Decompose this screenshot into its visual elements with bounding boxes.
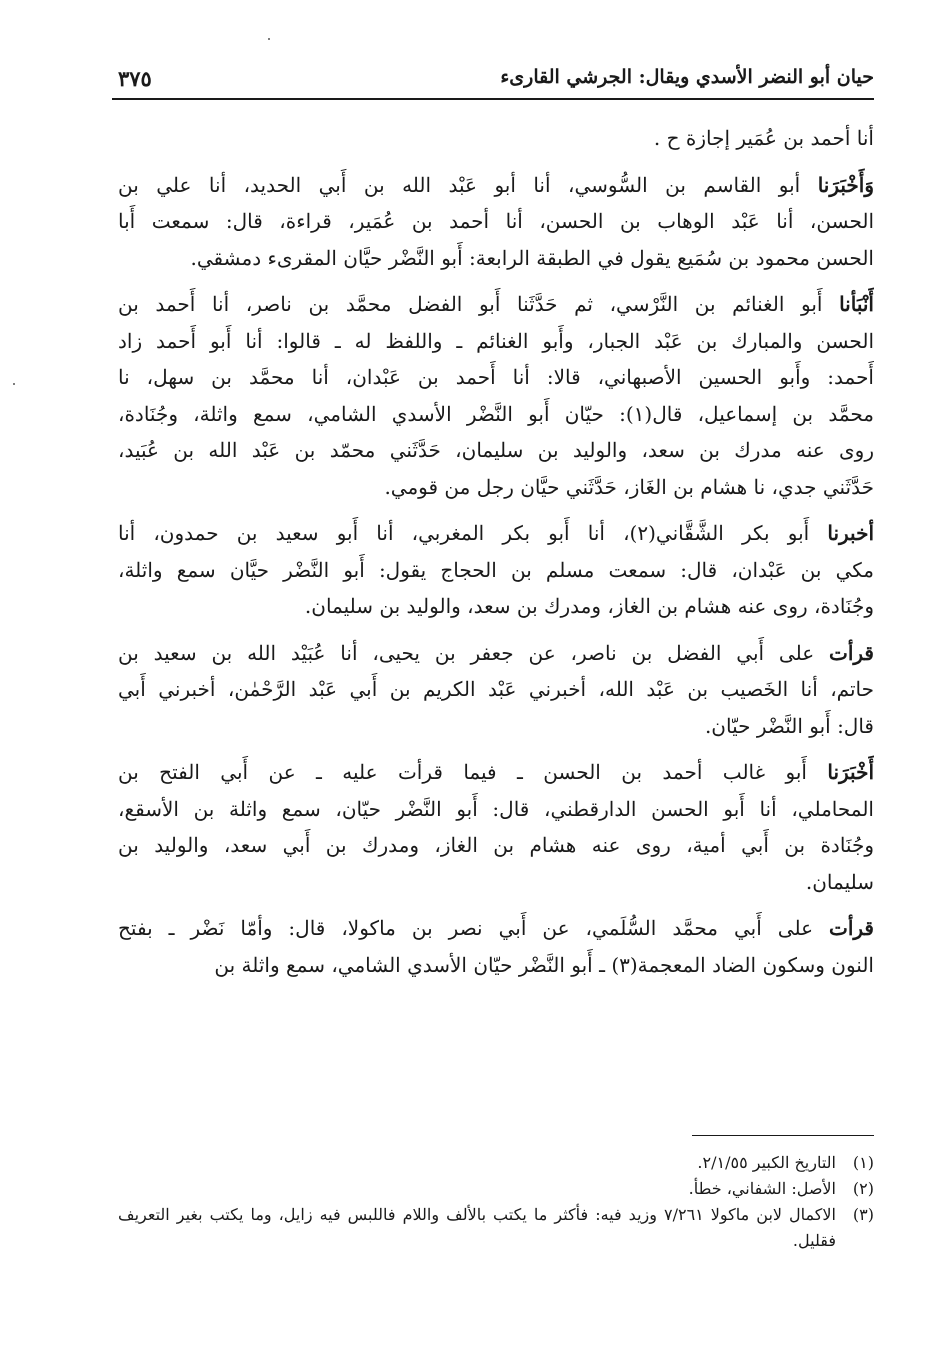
text-line: وجُنَادة، روى عنه هشام بن الغاز، ومدرك بن سعد، والوليد بن سليمان. <box>304 594 874 618</box>
text-line: الحسن محمود بن سُمَيع يقول في الطبقة الرابعة: أَبو النَّضْر حيَّان المقرىء دمشقي. <box>190 245 874 270</box>
paragraph <box>118 754 874 900</box>
footnotes <box>118 1150 874 1254</box>
opening-keyword: أَخْبَرَنا <box>827 760 874 784</box>
paragraph <box>118 515 874 625</box>
paragraph <box>118 635 874 745</box>
opening-keyword: أَنْبَأنا <box>839 292 874 316</box>
text-line: قرأت على أَبي محمَّد السُّلَمي، عن أَبي نصر بن ماكولا، قال: وأمّا نَضْر ـ بفتح <box>118 916 874 940</box>
paragraph <box>118 910 874 983</box>
page-header <box>112 64 874 100</box>
scan-speck <box>268 38 270 40</box>
text-line: أَنْبَأنا أَبو الغنائم بن النَّرْسي، ثم حَدَّثَنا أَبو الفضل محمَّد بن ناصر، أنا أَحمد بن <box>118 292 874 316</box>
footnote-number: (٢) <box>852 1179 874 1198</box>
text-line: روى عنه مدرك بن سعد، والوليد بن سليمان، حَدَّثَني محمّد بن عَبْد الله بن عُبَيد، <box>118 438 874 462</box>
text-line: أَخْبَرَنا أَبو غالب أحمد بن الحسن ـ فيما قرأت عليه ـ عن أَبي الفتح بن <box>118 760 874 784</box>
main-text <box>118 120 874 993</box>
text-line: وجُنَادة بن أَبي أمية، روى عنه هشام بن الغاز، ومدرك بن أَبي سعد، والوليد بن <box>118 833 874 857</box>
footnote-text: الاكمال لابن ماكولا ٧/٢٦١ وزيد فيه: فأكثر ما يكتب بالألف واللام فاللبس فيه زايل، وما يكتب بغير التعريف فقليل. <box>118 1205 836 1250</box>
opening-keyword: وَأَخْبَرَنا <box>817 172 874 197</box>
running-title: حيان أبو النضر الأسدي ويقال: الجرشي القارىء <box>500 66 874 88</box>
footnote-number: (١) <box>852 1153 874 1172</box>
footnote-divider <box>692 1135 874 1136</box>
text-line: وَأَخْبَرَنا أبو القاسم بن السُّوسي، أنا أبو عَبْد الله بن أَبي الحديد، أنا علي بن <box>118 172 874 197</box>
text-line: حَدَّثَني جدي، نا هشام بن الغَاز، حَدَّثَني حيَّان رجل من قومي. <box>384 474 874 499</box>
paragraph <box>118 120 874 157</box>
page-number: ٣٧٥ <box>118 66 152 91</box>
paragraph <box>118 167 874 277</box>
footnote-number: (٣) <box>852 1205 874 1224</box>
footnote <box>118 1202 874 1254</box>
text-line: الحسن، أنا عَبْد الوهاب بن الحسن، أنا أحمد بن عُمَير، قراءة، قال: سمعت أَبا <box>118 209 874 233</box>
text-line: مكي بن عَبْدان، قال: سمعت مسلم بن الحجاج يقول: أَبو النَّضْر حيَّان سمع واثلة، <box>118 557 874 582</box>
footnote-text: الأصل: الشفاني، خطأ. <box>688 1179 836 1198</box>
opening-keyword: أخبرنا <box>827 521 874 545</box>
text-line: أنا أحمد بن عُمَير إجازة ح . <box>653 126 874 150</box>
text-line: الحسن والمبارك بن عَبْد الجبار، وأَبو الغنائم ـ واللفظ له ـ قالوا: أنا أَبو أَحمد زاد <box>118 328 874 353</box>
footnote <box>118 1176 874 1202</box>
opening-keyword: قرأت <box>829 640 874 665</box>
footnote-text: التاريخ الكبير ٢/١/٥٥. <box>697 1153 836 1172</box>
footnote <box>118 1150 874 1176</box>
text-line: المحاملي، أنا أَبو الحسن الدارقطني، قال: أَبو النَّضْر حيّان، سمع واثلة بن الأسقع، <box>118 796 874 821</box>
opening-keyword: قرأت <box>829 916 874 940</box>
text-line: قال: أَبو النَّضْر حيّان. <box>704 713 874 738</box>
text-line: أخبرنا أَبو بكر الشَّقَّاني(٢)، أنا أَبو بكر المغربي، أنا أَبو سعيد بن حمدون، أنا <box>118 521 874 545</box>
scan-speck <box>13 383 15 385</box>
text-line: النون وسكون الضاد المعجمة(٣) ـ أَبو النَّضْر حيّان الأسدي الشامي، سمع واثلة بن <box>214 952 874 977</box>
paragraph <box>118 286 874 505</box>
text-line: حاتم، أنا الخَصيب بن عَبْد الله، أخبرني عَبْد الكريم بن أَبي عَبْد الرَّحْمٰن، أخبرني أَبي <box>118 677 874 701</box>
text-line: قرأت على أَبي الفضل بن ناصر، عن جعفر بن يحيى، أنا عُبَيْد الله بن سعيد بن <box>118 640 874 665</box>
text-line: أَحمد: وأَبو الحسين الأصبهاني، قالا: أنا أَحمد بن عَبْدان، أنا محمَّد بن سهل، نا <box>118 365 874 389</box>
text-line: محمَّد بن إسماعيل، قال(١): حيّان أَبو النَّضْر الأسدي الشامي، سمع واثلة، وجُنَادة، <box>118 401 874 426</box>
text-line: سليمان. <box>805 869 874 894</box>
